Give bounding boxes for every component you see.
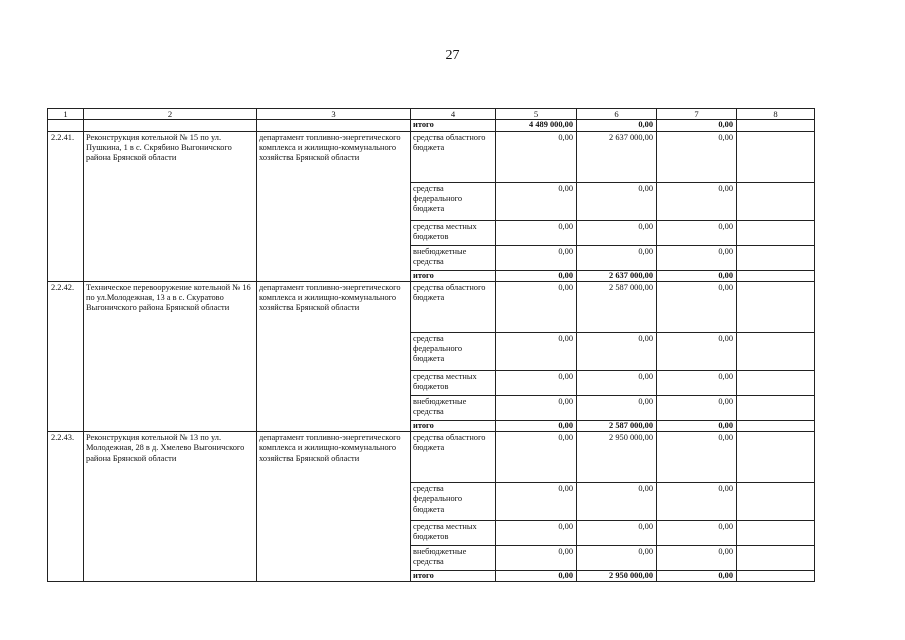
source-cell: средства областного бюджета (411, 131, 496, 182)
amount-cell: 2 637 000,00 (577, 270, 657, 281)
program-table (47, 108, 815, 582)
table-body (48, 120, 815, 582)
amount-cell (737, 220, 815, 245)
amount-cell: 2 950 000,00 (577, 432, 657, 483)
amount-cell: 0,00 (496, 281, 577, 332)
amount-cell: 0,00 (496, 546, 577, 571)
amount-cell (737, 332, 815, 370)
amount-cell (737, 281, 815, 332)
amount-cell: 0,00 (496, 521, 577, 546)
source-cell: средства местных бюджетов (411, 370, 496, 395)
item-executor: департамент топливно-энергетического комплекса и жилищно-коммунального хозяйства Брянской области (257, 131, 411, 281)
amount-cell: 0,00 (657, 432, 737, 483)
amount-cell (737, 483, 815, 521)
amount-cell: 0,00 (496, 571, 577, 582)
amount-cell: 0,00 (496, 483, 577, 521)
header-col-8: 8 (737, 109, 815, 120)
amount-cell: 0,00 (657, 131, 737, 182)
amount-cell: 0,00 (496, 432, 577, 483)
amount-cell: 0,00 (496, 220, 577, 245)
amount-cell: 0,00 (496, 420, 577, 431)
amount-cell: 0,00 (657, 546, 737, 571)
amount-cell: 0,00 (657, 270, 737, 281)
amount-cell: 0,00 (577, 332, 657, 370)
amount-cell: 0,00 (496, 370, 577, 395)
table-header (48, 109, 815, 120)
amount-cell: 0,00 (496, 131, 577, 182)
amount-cell: 0,00 (657, 571, 737, 582)
page-number: 27 (445, 48, 460, 63)
amount-cell (737, 182, 815, 220)
table-cell (257, 120, 411, 131)
amount-cell: 0,00 (577, 483, 657, 521)
amount-cell: 0,00 (496, 245, 577, 270)
amount-cell (737, 571, 815, 582)
amount-cell (737, 546, 815, 571)
amount-cell: 0,00 (657, 420, 737, 431)
amount-cell: 2 587 000,00 (577, 281, 657, 332)
header-col-4: 4 (411, 109, 496, 120)
amount-cell: 0,00 (577, 370, 657, 395)
amount-cell (737, 245, 815, 270)
amount-cell: 0,00 (577, 546, 657, 571)
amount-cell: 0,00 (657, 370, 737, 395)
item-executor: департамент топливно-энергетического комплекса и жилищно-коммунального хозяйства Брянской области (257, 281, 411, 431)
source-cell: средства федерального бюджета (411, 483, 496, 521)
item-name: Техническое перевооружение котельной № 16 по ул.Молодежная, 13 а в с. Скуратово Выгоничского района Брянской области (84, 281, 257, 431)
source-cell: средства местных бюджетов (411, 220, 496, 245)
header-col-6: 6 (577, 109, 657, 120)
header-col-3: 3 (257, 109, 411, 120)
item-executor: департамент топливно-энергетического комплекса и жилищно-коммунального хозяйства Брянской области (257, 432, 411, 582)
source-cell: итого (411, 270, 496, 281)
amount-cell: 0,00 (657, 182, 737, 220)
header-col-2: 2 (84, 109, 257, 120)
amount-cell: 0,00 (577, 120, 657, 131)
source-cell: средства федерального бюджета (411, 182, 496, 220)
amount-cell: 2 950 000,00 (577, 571, 657, 582)
amount-cell: 0,00 (657, 332, 737, 370)
amount-cell: 0,00 (657, 220, 737, 245)
amount-cell: 4 489 000,00 (496, 120, 577, 131)
source-cell: итого (411, 571, 496, 582)
amount-cell (737, 131, 815, 182)
header-col-5: 5 (496, 109, 577, 120)
table-row (48, 281, 815, 332)
source-cell: средства федерального бюджета (411, 332, 496, 370)
amount-cell (737, 270, 815, 281)
item-code: 2.2.42. (48, 281, 84, 431)
carried-total-row (48, 120, 815, 131)
amount-cell: 0,00 (496, 270, 577, 281)
amount-cell: 2 637 000,00 (577, 131, 657, 182)
source-cell: итого (411, 420, 496, 431)
amount-cell: 0,00 (657, 483, 737, 521)
amount-cell: 0,00 (657, 521, 737, 546)
amount-cell: 0,00 (496, 332, 577, 370)
amount-cell: 0,00 (657, 120, 737, 131)
header-col-1: 1 (48, 109, 84, 120)
amount-cell: 0,00 (496, 182, 577, 220)
amount-cell: 0,00 (577, 220, 657, 245)
header-col-7: 7 (657, 109, 737, 120)
amount-cell: 0,00 (577, 521, 657, 546)
amount-cell: 0,00 (657, 245, 737, 270)
header-row (48, 109, 815, 120)
amount-cell (737, 370, 815, 395)
table-row (48, 432, 815, 483)
amount-cell (737, 432, 815, 483)
item-code: 2.2.41. (48, 131, 84, 281)
amount-cell: 0,00 (577, 395, 657, 420)
source-cell: внебюджетные средства (411, 395, 496, 420)
item-code: 2.2.43. (48, 432, 84, 582)
source-cell: внебюджетные средства (411, 245, 496, 270)
amount-cell: 0,00 (577, 245, 657, 270)
amount-cell: 0,00 (657, 281, 737, 332)
table-cell (84, 120, 257, 131)
item-name: Реконструкция котельной № 15 по ул. Пушкина, 1 в с. Скрябино Выгоничского района Брянской области (84, 131, 257, 281)
amount-cell: 0,00 (496, 395, 577, 420)
source-cell: итого (411, 120, 496, 131)
source-cell: внебюджетные средства (411, 546, 496, 571)
amount-cell: 2 587 000,00 (577, 420, 657, 431)
amount-cell: 0,00 (657, 395, 737, 420)
table-cell (48, 120, 84, 131)
amount-cell (737, 420, 815, 431)
item-name: Реконструкция котельной № 13 по ул. Молодежная, 28 в д. Хмелево Выгоничского района Брянской области (84, 432, 257, 582)
amount-cell (737, 521, 815, 546)
amount-cell (737, 120, 815, 131)
source-cell: средства местных бюджетов (411, 521, 496, 546)
amount-cell (737, 395, 815, 420)
source-cell: средства областного бюджета (411, 281, 496, 332)
table-row (48, 131, 815, 182)
amount-cell: 0,00 (577, 182, 657, 220)
source-cell: средства областного бюджета (411, 432, 496, 483)
